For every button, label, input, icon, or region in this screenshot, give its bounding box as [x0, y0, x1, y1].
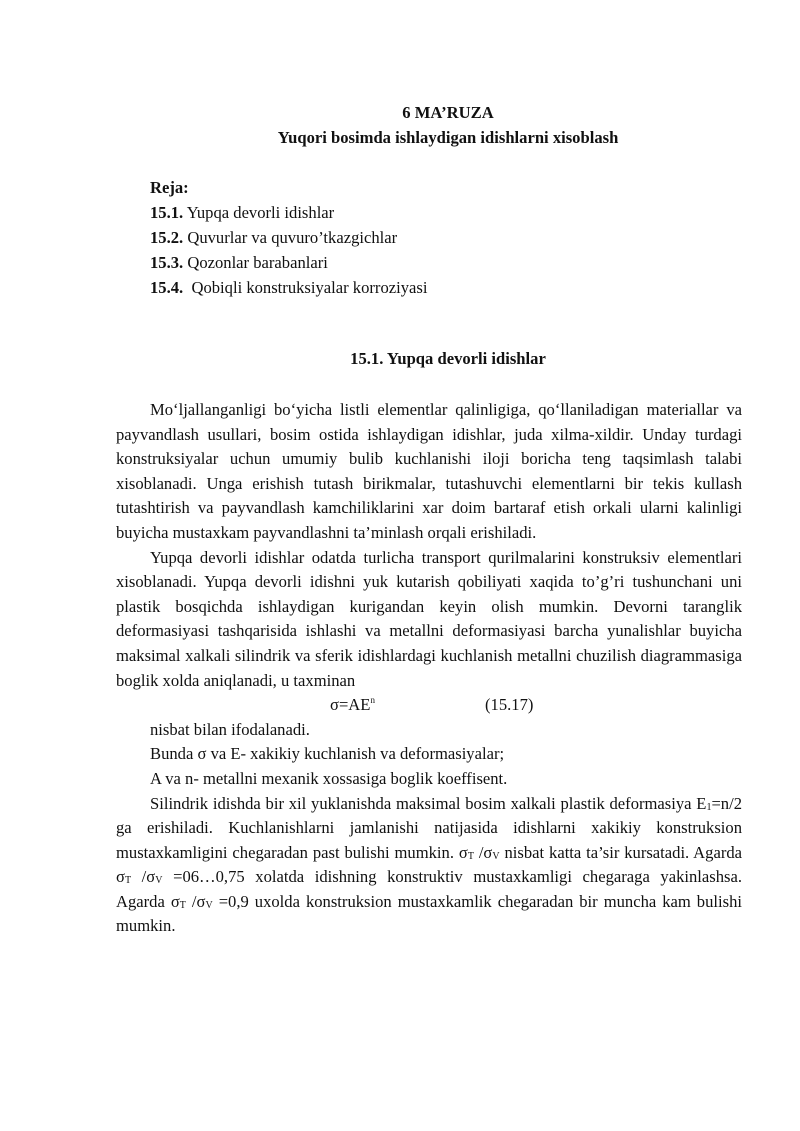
lecture-title: Yuqori bosimda ishlaydigan idishlarni xisoblash: [277, 128, 619, 147]
paragraph-3-part-b: =n/2 ga erishiladi. Kuchlanishlarni jamlanishi natijasida idishlarni xakikiy konstruksion mustaxkamligini chegaradan past bulishi mumkin. σ: [116, 793, 742, 862]
subscript: T: [124, 875, 132, 887]
subscript: 1: [706, 801, 712, 813]
paragraph-3-part-h: =0,9 uxolda konstruksion mustaxkamlik chegaradan bir muncha kam bulishi mumkin.: [116, 891, 742, 936]
plan-item-text: Quvurlar va quvuro’tkazgichlar: [183, 228, 398, 247]
section-body: [116, 398, 742, 939]
plan-item-number: 15.3.: [150, 253, 184, 272]
definitions-line-1: Bunda σ va E- xakikiy kuchlanish va deformasiyalar;: [150, 744, 505, 764]
plan-list: [150, 175, 427, 300]
paragraph-3-part-d: nisbat katta ta’sir kursatadi. Agarda σ: [116, 842, 743, 887]
plan-item-number: 15.1.: [150, 203, 184, 222]
line-after-formula: nisbat bilan ifodalanadi.: [150, 719, 310, 739]
subscript: T: [467, 850, 474, 862]
plan-item: [150, 225, 427, 250]
subscript: V: [205, 899, 213, 911]
section-heading: 15.1. Yupqa devorli idishlar: [350, 349, 546, 368]
plan-item-text: Qozonlar barabanlari: [183, 253, 328, 272]
plan-item-number: 15.4.: [150, 278, 184, 297]
formula-number: (15.17): [485, 695, 534, 715]
formula-expression: [330, 693, 375, 718]
paragraph-3-part-g: /σ: [185, 891, 206, 911]
plan-item-text: Yupqa devorli idishlar: [183, 203, 335, 222]
formula-exponent: n: [370, 695, 375, 706]
subscript: V: [492, 850, 500, 862]
paragraph-3: [116, 792, 742, 940]
subscript: T: [179, 899, 186, 911]
plan-label: [150, 175, 427, 200]
paragraph-3-part-e: /σ: [131, 867, 156, 887]
formula-line: [116, 693, 742, 718]
lecture-number: 6 MA’RUZA: [402, 103, 494, 122]
plan-item-text: Qobiqli konstruksiyalar korroziyasi: [183, 278, 428, 297]
plan-item: [150, 250, 427, 275]
plan-item-number: 15.2.: [150, 228, 184, 247]
plan-item: [150, 275, 427, 300]
plan-item: [150, 200, 427, 225]
formula-lhs: σ=AE: [330, 695, 371, 715]
paragraph-3-part-f: =06…0,75 xolatda idishning konstruktiv mustaxkamligi chegaraga yakinlashsa. Agarda σ: [116, 867, 742, 911]
paragraph-3-part-a: Silindrik idishda bir xil yuklanishda maksimal bosim xalkali plastik deformasiya E: [150, 793, 707, 813]
definitions-line-2: A va n- metallni mexanik xossasiga boglik koeffisent.: [150, 768, 508, 788]
paragraph-3-part-c: /σ: [473, 842, 493, 862]
paragraph-1: Mo‘ljallanganligi bo‘yicha listli elementlar qalinligiga, qo‘llaniladigan materiallar va payvandlash usullari, bosim ostida ishlaydigan idishlar, juda xilma-xildir. Unday turdagi konstruksiyalar uchun umumiy bulib kuchlanishi iloji boricha teng taqsimlash talabi xisoblanadi. Unga erishish tutash birikmalar, tutashuvchi elementlarni bir tekis kullash tutashtirish va payvandlash kamchiliklarini xar doim bartaraf etish orkali ularni kalinligi buyicha mustaxkam payvandlashni ta’minlash orqali erishiladi.: [116, 400, 742, 542]
subscript: V: [155, 875, 163, 887]
plan-label-text: Reja:: [150, 178, 189, 197]
paragraph-2: Yupqa devorli idishlar odatda turlicha transport qurilmalarini konstruksiv elementlari xisoblanadi. Yupqa devorli idishni yuk kutarish qobiliyati xaqida to’g’ri tushunchani uni plastik bosqichda ishlaydigan kurigandan keyin olish mumkin. Devorni taranglik deformasiyasi tashqarisida ishlashi va metallni deformasiyasi barcha yunalishlar buyicha maksimal xalkali silindrik va sferik idishlardagi kuchlanish metallni chuzilish diagrammasiga boglik xolda aniqlanadi, u taxminan: [116, 547, 742, 690]
